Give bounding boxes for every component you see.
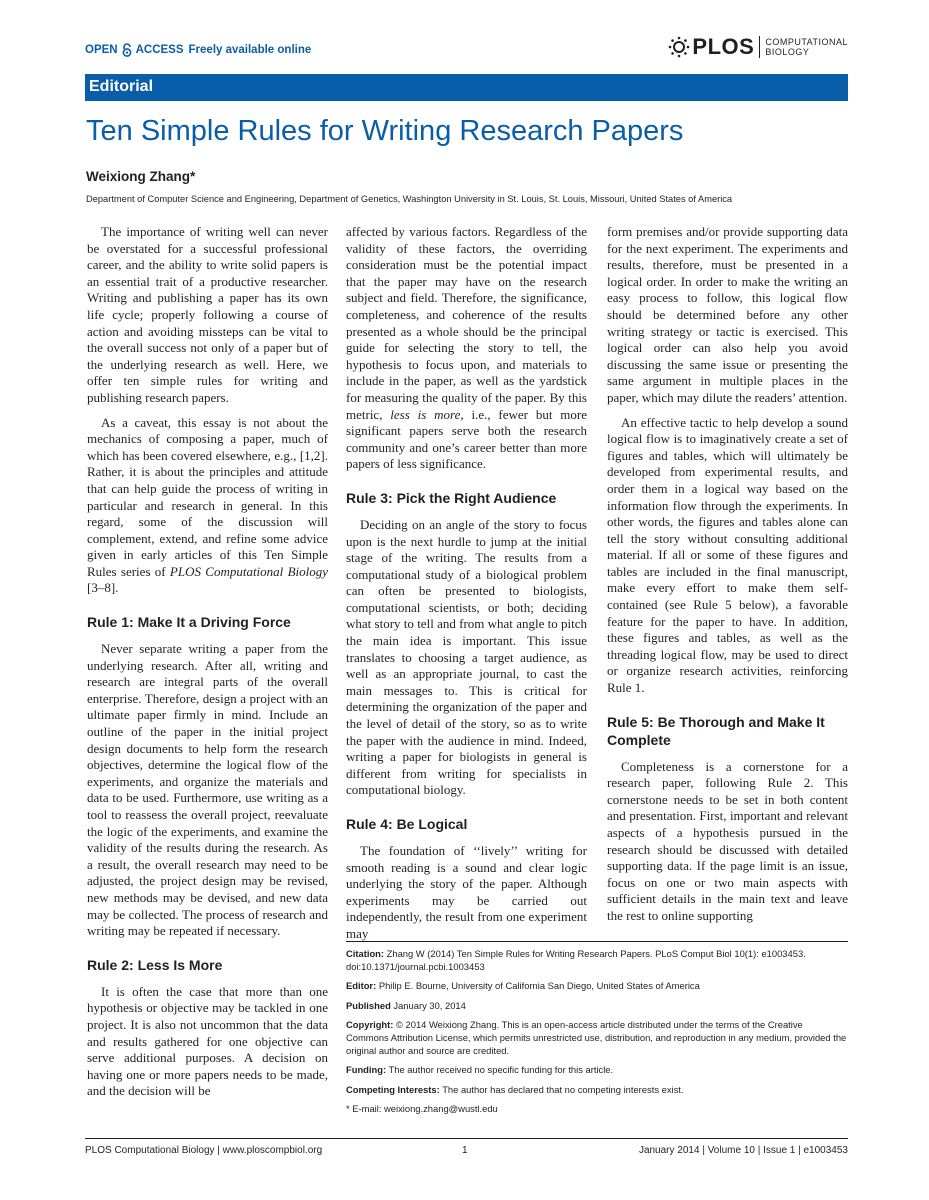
section-heading: Rule 5: Be Thorough and Make It Complete: [607, 713, 825, 748]
article-info-box: [346, 941, 848, 1123]
section-bar: [85, 74, 848, 101]
paragraph: Completeness is a cornerstone for a research paper, following Rule 2. This cornerstone needs to be set in both content and presentation. First, important and relevant aspects of a hypothesis pursued in the research should be discussed with detailed supporting data. If the page limit is an issue, focus on one or two main aspects with sufficient details in the main text and leave the rest to online supporting: [607, 758, 848, 923]
copyright: Copyright: © 2014 Weixiong Zhang. This is an open-access article distributed under the terms of the Creative Commons Attribution License, which permits unrestricted use, distribution, and reproduction in any medium, provided the original author and source are credited.: [346, 1019, 847, 1056]
paragraph: affected by various factors. Regardless of the validity of these factors, the overriding consideration must be the potential impact that the paper may have on the research subject and field. Therefore, the significance, completeness, and coherence of the results presented as a whole should be the principal guide for selecting the story to tell, the hypothesis to focus upon, and materials to include in the paper, as well as the yardstick for measuring the quality of the paper. By this metric, less is more, i.e., fewer but more significant papers serve both the research community and one’s career better than more papers of less significance.: [346, 224, 587, 472]
citation: Citation: Zhang W (2014) Ten Simple Rules for Writing Research Papers. PLoS Comput Biol 10(1): e1003453. doi:10.1371/journal.pcbi.1003453: [346, 948, 806, 972]
open-access-lock-icon: [121, 43, 133, 57]
funding: Funding: The author received no specific funding for this article.: [346, 1064, 614, 1076]
paragraph: An effective tactic to help develop a sound logical flow is to imaginatively create a set of figures and tables, which will ultimately be developed from experimental results, and order them in a logical way based on the information flow through the experiments. In other words, the figures and tables alone can tell the story without consulting additional material. If all or some of these figures and tables are included in the final manuscript, make every effort to make them self-contained (see Rule 5 below), a favorable feature for the paper to have. In addition, these figures and tables, as well as the threading logical flow, may be used to direct or organize research activities, reinforcing Rule 1.: [607, 414, 848, 696]
journal-name: COMPUTATIONAL BIOLOGY: [765, 37, 848, 57]
access-label: ACCESS: [135, 44, 184, 56]
text-column-1: [87, 224, 328, 1108]
paragraph: As a caveat, this essay is not about the mechanics of composing a paper, much of which has been covered elsewhere, e.g., [1,2]. Rather, it is about the principles and attitude that can help guide the process of writing in particular and research in general. In this regard, some of the discussion will complement, extend, and refine some advice given in early articles of this Ten Simple Rules series of PLOS Computational Biology [3–8].: [87, 414, 329, 596]
plos-sun-icon: [668, 36, 690, 58]
section-heading: Rule 4: Be Logical: [346, 816, 468, 832]
section-heading: Rule 1: Make It a Driving Force: [87, 614, 291, 631]
paragraph: The foundation of ‘‘lively’’ writing for smooth reading is a sound and clear logic underlying the story of the paper. Although experiments may be carried out independently, the result from one experiment may: [346, 843, 587, 941]
footer-rule: [85, 1138, 848, 1139]
logo-divider: [759, 36, 760, 58]
author-email[interactable]: * E-mail: weixiong.zhang@wustl.edu: [346, 1103, 498, 1115]
emphasis: less is more: [390, 406, 461, 422]
editor: Editor: Philip E. Bourne, University of California San Diego, United States of America: [346, 980, 700, 992]
paragraph: The importance of writing well can never be overstated for a successful professional career, and the ability to write solid papers is an essential trait of a productive researcher. Writing and publishing a paper has its own life cycle; properly following a course of action and avoiding missteps can be vital to the overall success not only of a paper but of the underlying research as well. Here, we offer ten simple rules for writing and publishing research papers.: [87, 224, 328, 405]
freely-available-label: Freely available online: [188, 44, 312, 56]
paragraph: form premises and/or provide supporting data for the next experiment. The experiments and results, therefore, must be presented in a logical order. In order to make the writing an easy process to follow, this logical flow should be determined before any other writing strategy or tactic is exercised. This logical order can also help you avoid discussing the same issue or presenting the same argument in multiple places in the paper, which may dilute the readers’ attention.: [607, 224, 848, 405]
journal-name-italic: PLOS Computational Biology: [169, 563, 329, 579]
open-label: OPEN: [85, 44, 118, 56]
page-number: 1: [462, 1145, 468, 1156]
paragraph: Deciding on an angle of the story to focus upon is the next hurdle to jump at the initial stage of the writing. The results from a computational study of a biological problem can often be presented to biologists, computational scientists, or both; deciding what story to tell and from what angle to pitch the main idea is important. This issue translates to choosing a target audience, as well as an appropriate journal, to cast the main messages to. This is critical for determining the organization of the paper and the level of detail of the story, so as to write the paper with the audience in mind. Indeed, writing a paper for biologists in general is different from writing for specialists in computational biology.: [346, 516, 587, 798]
author-affiliation: Department of Computer Science and Engineering, Department of Genetics, Washington University in St. Louis, St. Louis, Missouri, United States of America: [86, 194, 733, 204]
article-title: Ten Simple Rules for Writing Research Papers: [86, 115, 684, 147]
paragraph: Never separate writing a paper from the underlying research. After all, writing and research are integral parts of the overall enterprise. Therefore, design a project with an ultimate paper firmly in mind. Include an outline of the paper in the initial project design documents to help form the research objectives, determine the logical flow of the experiments, and organize the materials and data to be used. Furthermore, use writing as a tool to reassess the overall project, reevaluate the logic of the experiments, and examine the validity of the results during the research. As a result, the overall research may need to be adjusted, the project design may be revised, new methods may be devised, and new data may be collected. The process of research and writing may be repeated if necessary.: [87, 641, 328, 939]
text-column-3: [607, 224, 848, 933]
footer-issue: January 2014 | Volume 10 | Issue 1 | e1003453: [638, 1145, 848, 1156]
section-heading: Rule 2: Less Is More: [87, 956, 223, 973]
open-access-banner: [85, 43, 311, 57]
page-header: [85, 34, 848, 68]
section-heading: Rule 3: Pick the Right Audience: [346, 489, 557, 506]
published-date: Published January 30, 2014: [346, 999, 466, 1011]
article-author: Weixiong Zhang*: [86, 169, 196, 184]
footer-journal: PLOS Computational Biology | www.ploscompbiol.org: [85, 1145, 323, 1156]
competing-interests: Competing Interests: The author has declared that no competing interests exist.: [346, 1083, 684, 1095]
section-label: Editorial: [89, 78, 154, 95]
plos-wordmark: PLOS: [692, 34, 755, 59]
paragraph: It is often the case that more than one hypothesis or objective may be tackled in one project. It is also not uncommon that the data and results gathered for one objective can serve additional purposes. A decision on having one or more papers needs to be made, and the decision will be: [87, 983, 328, 1099]
plos-logo: [668, 34, 848, 60]
text-column-2: [346, 224, 587, 951]
